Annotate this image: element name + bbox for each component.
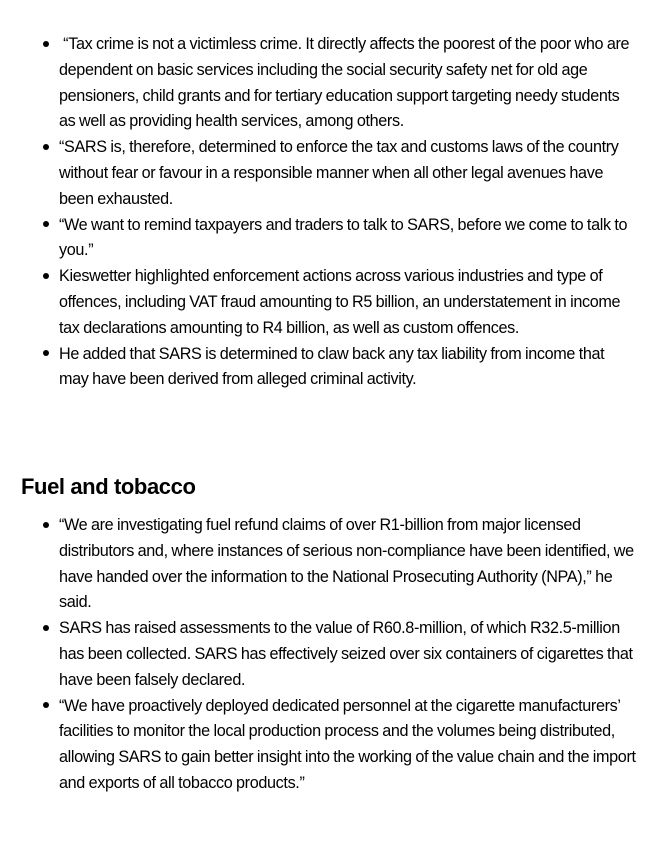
bullet-icon: [41, 342, 51, 368]
list-item: [0, 264, 651, 341]
list-item-text: “We have proactively deployed dedicated personnel at the cigarette manufacturers’ facilities to monitor the local production process and the volumes being distributed, allowing SARS to gain better insight into the working of the value chain and the import and exports of all tobacco products.”: [59, 696, 636, 792]
bullet-icon: [41, 32, 51, 58]
section-heading-fuel-and-tobacco: Fuel and tobacco: [21, 474, 196, 499]
bullet-list-fuel-and-tobacco: [0, 513, 651, 797]
bullet-icon: [41, 264, 51, 290]
bullet-icon: [41, 513, 51, 539]
list-item: [0, 213, 651, 265]
list-item: [0, 342, 651, 394]
list-item: [0, 694, 651, 797]
list-item-text: “We want to remind taxpayers and traders to talk to SARS, before we come to talk to you.”: [59, 215, 628, 260]
bullet-icon: [41, 135, 51, 161]
list-item: [0, 513, 651, 616]
list-item-text: Kieswetter highlighted enforcement actions across various industries and type of offences, including VAT fraud amounting to R5 billion, an understatement in income tax declarations amounting to R4 billion, as well as custom offences.: [59, 267, 621, 337]
bullet-icon: [41, 694, 51, 720]
bullet-list-enforcement: [0, 32, 651, 393]
list-item: [0, 616, 651, 693]
list-item: [0, 32, 651, 135]
list-item-text: SARS has raised assessments to the value of R60.8-million, of which R32.5-million has been collected. SARS has effectively seized over six containers of cigarettes that have been falsely declared.: [59, 619, 633, 689]
list-item-text: “Tax crime is not a victimless crime. It directly affects the poorest of the poor who are dependent on basic services including the social security safety net for old age pensioners, child grants and for tertiary education support targeting needy students as well as providing health services, among others.: [59, 35, 633, 131]
list-item: [0, 135, 651, 212]
list-item-text: “We are investigating fuel refund claims of over R1-billion from major licensed distributors and, where instances of serious non-compliance have been identified, we have handed over the information to the National Prosecuting Authority (NPA),” he said.: [59, 516, 634, 612]
bullet-icon: [41, 213, 51, 239]
bullet-icon: [41, 616, 51, 642]
list-item-text: “SARS is, therefore, determined to enforce the tax and customs laws of the country without fear or favour in a responsible manner when all other legal avenues have been exhausted.: [59, 138, 619, 208]
list-item-text: He added that SARS is determined to claw back any tax liability from income that may have been derived from alleged criminal activity.: [59, 344, 605, 389]
